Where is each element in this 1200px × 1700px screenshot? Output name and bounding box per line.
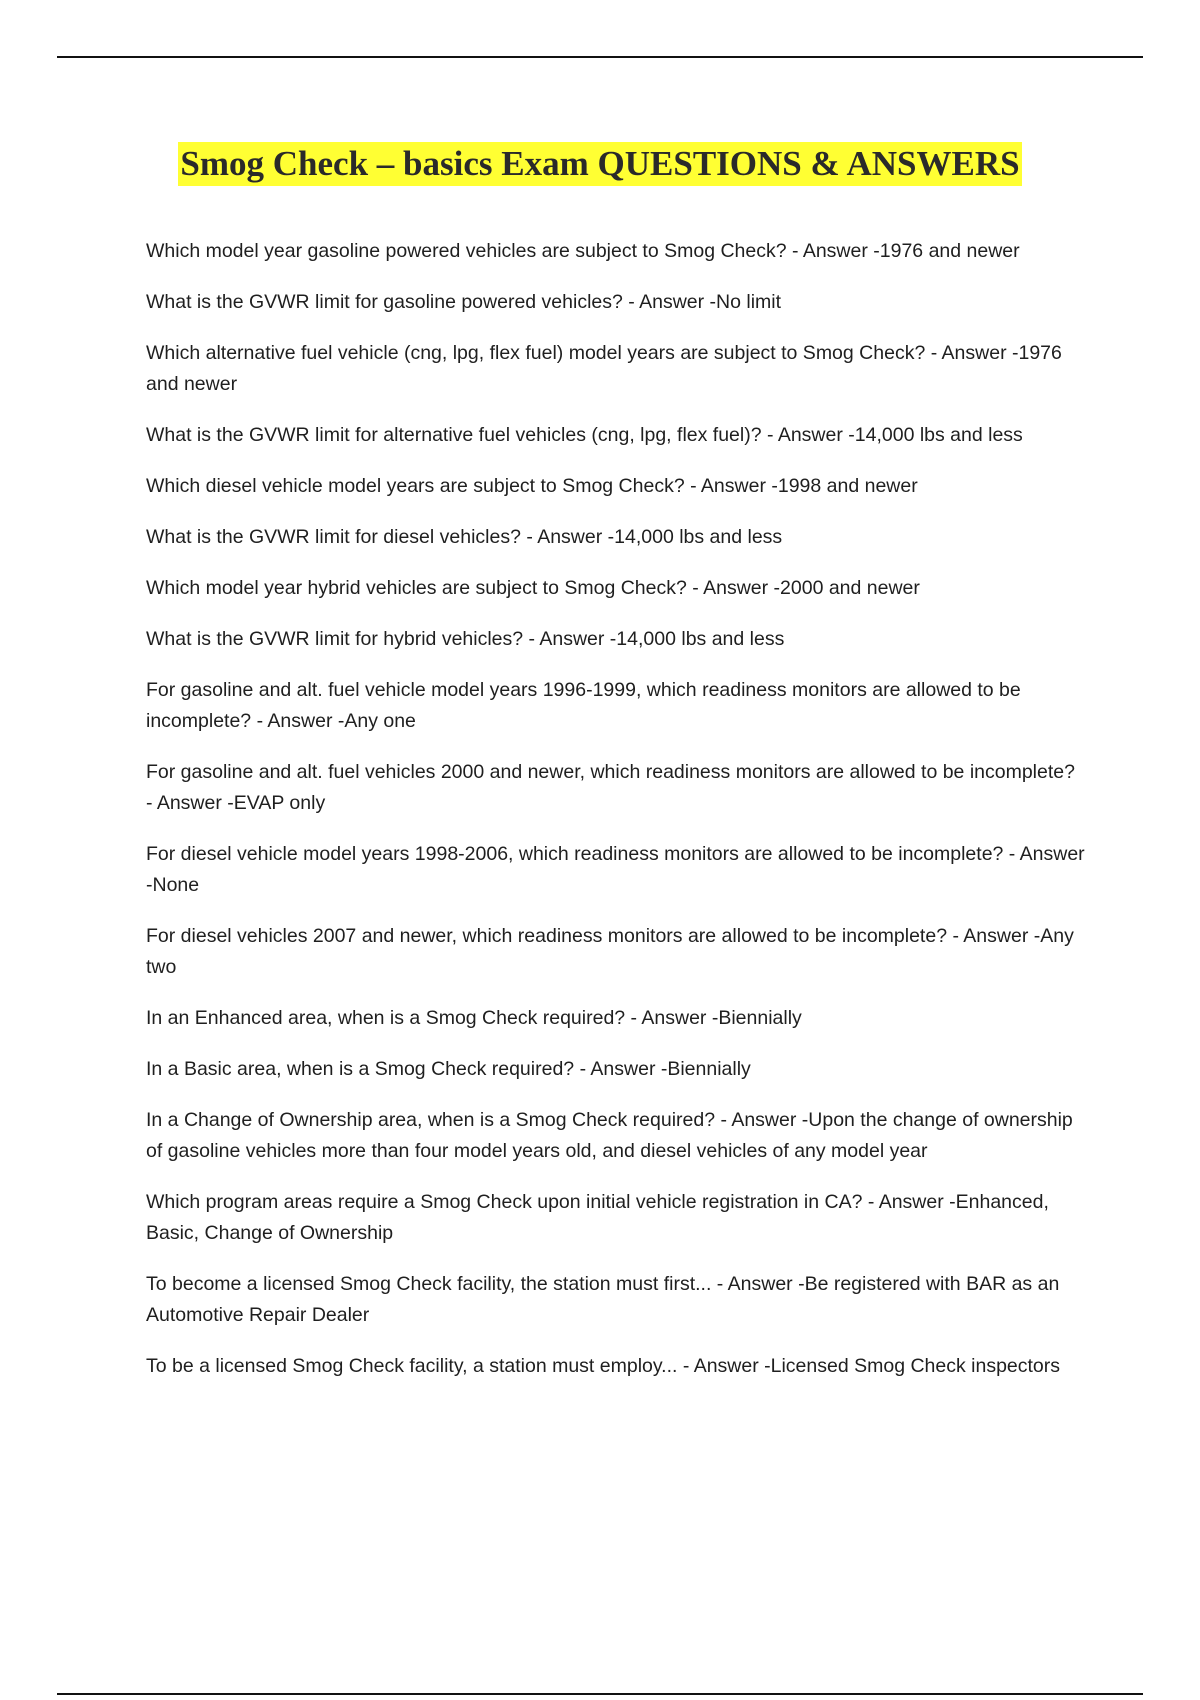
qa-item xyxy=(146,522,1086,553)
question-text: To be a licensed Smog Check facility, a station must employ... xyxy=(146,1355,678,1377)
answer-separator: - Answer - xyxy=(947,925,1041,947)
question-text: To become a licensed Smog Check facility, the station must first... xyxy=(146,1273,712,1295)
answer-separator: - Answer - xyxy=(715,1109,809,1131)
question-text: Which diesel vehicle model years are subject to Smog Check? xyxy=(146,475,685,497)
answer-text: Upon the change of ownership of gasoline vehicles more than four model years old, and diesel vehicles of any model year xyxy=(146,1109,1073,1162)
qa-item xyxy=(146,757,1086,819)
question-text: What is the GVWR limit for gasoline powered vehicles? xyxy=(146,291,623,313)
answer-separator: - Answer - xyxy=(711,1273,805,1295)
answer-text: Enhanced, Basic, Change of Ownership xyxy=(146,1191,1049,1244)
question-text: What is the GVWR limit for diesel vehicles? xyxy=(146,526,521,548)
title-container xyxy=(0,142,1200,186)
question-text: What is the GVWR limit for hybrid vehicles? xyxy=(146,628,524,650)
answer-text: 14,000 lbs and less xyxy=(616,628,785,650)
answer-separator: - Answer - xyxy=(684,475,778,497)
qa-item xyxy=(146,675,1086,737)
question-text: For gasoline and alt. fuel vehicle model years 1996-1999, which readiness monitors are allowed to be incomplete? xyxy=(146,679,1021,732)
question-text: In an Enhanced area, when is a Smog Check required? xyxy=(146,1007,626,1029)
answer-separator: - Answer - xyxy=(686,577,781,599)
question-text: For diesel vehicles 2007 and newer, which readiness monitors are allowed to be incomplete? xyxy=(146,925,948,947)
answer-text: Licensed Smog Check inspectors xyxy=(770,1355,1061,1377)
answer-text: No limit xyxy=(716,291,782,313)
qa-item xyxy=(146,624,1086,655)
answer-separator: - Answer - xyxy=(761,424,855,446)
qa-item xyxy=(146,338,1086,400)
qa-item xyxy=(146,1003,1086,1034)
question-text: In a Change of Ownership area, when is a Smog Check required? xyxy=(146,1109,716,1131)
question-text: In a Basic area, when is a Smog Check required? xyxy=(146,1058,575,1080)
qa-item xyxy=(146,1351,1086,1382)
answer-separator: - Answer - xyxy=(622,291,717,313)
answer-text: 14,000 lbs and less xyxy=(614,526,783,548)
answer-text: Any two xyxy=(146,925,1074,978)
answer-separator: - Answer - xyxy=(862,1191,956,1213)
answer-separator: - Answer - xyxy=(574,1058,668,1080)
document-title: Smog Check – basics Exam QUESTIONS & ANSWERS xyxy=(178,142,1021,186)
qa-item xyxy=(146,1269,1086,1331)
qa-item xyxy=(146,921,1086,983)
qa-item xyxy=(146,1187,1086,1249)
answer-separator: - Answer - xyxy=(677,1355,771,1377)
answer-separator: - Answer - xyxy=(786,240,880,262)
answer-separator: - Answer - xyxy=(523,628,617,650)
qa-item xyxy=(146,1054,1086,1085)
answer-text: Biennially xyxy=(667,1058,751,1080)
bottom-rule xyxy=(57,1693,1143,1695)
qa-item xyxy=(146,287,1086,318)
answer-separator: - Answer - xyxy=(925,342,1019,364)
qa-item xyxy=(146,420,1086,451)
answer-text: Any one xyxy=(344,710,416,732)
qa-item xyxy=(146,471,1086,502)
question-text: Which model year hybrid vehicles are subject to Smog Check? xyxy=(146,577,687,599)
qa-item xyxy=(146,573,1086,604)
answer-separator: - Answer - xyxy=(146,792,234,814)
question-text: For diesel vehicle model years 1998-2006, which readiness monitors are allowed to be incomplete? xyxy=(146,843,1004,865)
answer-separator: - Answer - xyxy=(251,710,345,732)
answer-text: 1998 and newer xyxy=(777,475,918,497)
answer-separator: - Answer - xyxy=(625,1007,719,1029)
answer-separator: - Answer - xyxy=(520,526,615,548)
top-rule xyxy=(57,56,1143,58)
question-text: What is the GVWR limit for alternative fuel vehicles (cng, lpg, flex fuel)? xyxy=(146,424,762,446)
question-text: Which program areas require a Smog Check upon initial vehicle registration in CA? xyxy=(146,1191,863,1213)
qa-item xyxy=(146,236,1086,267)
qa-list xyxy=(146,236,1086,1402)
answer-text: 1976 and newer xyxy=(879,240,1020,262)
question-text: For gasoline and alt. fuel vehicles 2000 and newer, which readiness monitors are allowed to be incomplete? xyxy=(146,761,1075,783)
qa-item xyxy=(146,1105,1086,1167)
answer-text: Biennially xyxy=(718,1007,802,1029)
answer-text: EVAP only xyxy=(233,792,326,814)
answer-text: 1976 and newer xyxy=(146,342,1062,395)
question-text: Which alternative fuel vehicle (cng, lpg, flex fuel) model years are subject to Smog Check? xyxy=(146,342,926,364)
answer-text: 14,000 lbs and less xyxy=(854,424,1023,446)
answer-separator: - Answer - xyxy=(146,843,1085,896)
answer-text: 2000 and newer xyxy=(780,577,920,599)
answer-text: Be registered with BAR as an Automotive Repair Dealer xyxy=(146,1273,1060,1326)
answer-text: None xyxy=(152,874,200,896)
qa-item xyxy=(146,839,1086,901)
question-text: Which model year gasoline powered vehicles are subject to Smog Check? xyxy=(146,240,787,262)
